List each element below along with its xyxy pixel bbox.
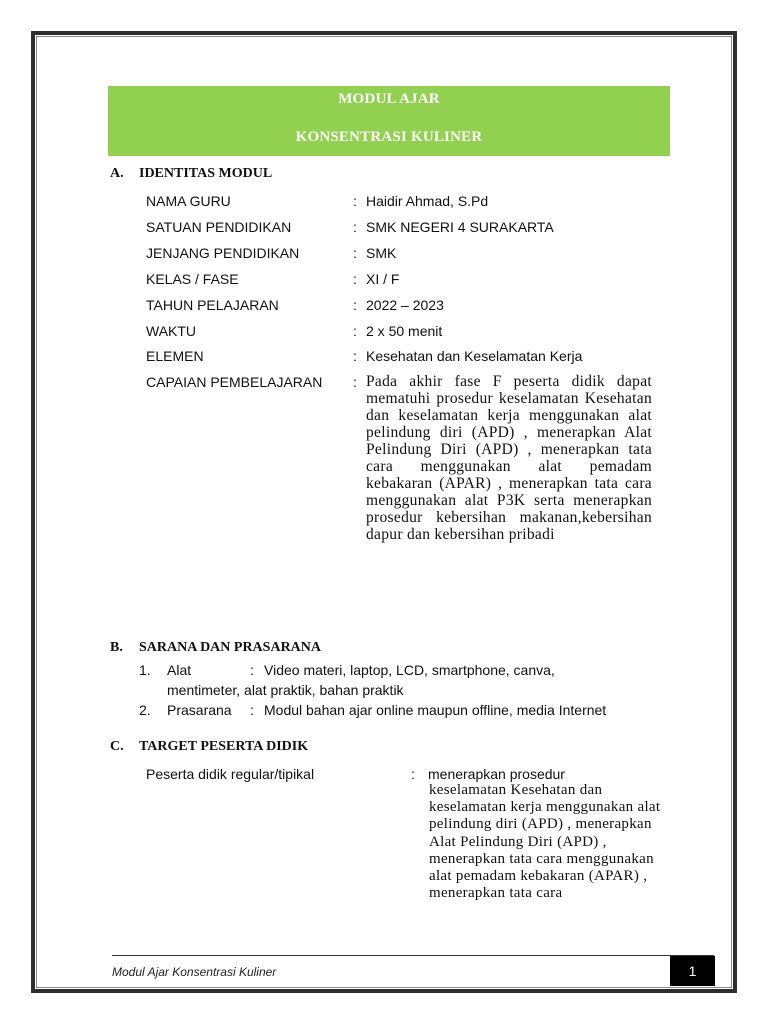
section-c-letter: C. xyxy=(110,739,124,754)
footer-rule xyxy=(112,955,714,956)
list-number: 1. xyxy=(139,662,151,678)
value-jenjang-pendidikan: SMK xyxy=(366,245,397,261)
colon: : xyxy=(353,219,357,235)
colon: : xyxy=(250,662,254,678)
label-tahun-pelajaran: TAHUN PELAJARAN xyxy=(146,297,279,313)
title-banner xyxy=(108,86,670,156)
page-number: 1 xyxy=(670,956,715,986)
colon: : xyxy=(353,245,357,261)
value-nama-guru: Haidir Ahmad, S.Pd xyxy=(366,193,489,209)
value-prasarana: Modul bahan ajar online maupun offline, media Internet xyxy=(264,702,607,718)
section-a-heading: IDENTITAS MODUL xyxy=(139,166,273,181)
label-elemen: ELEMEN xyxy=(146,348,204,364)
section-b-letter: B. xyxy=(110,640,123,655)
title-line-2: KONSENTRASI KULINER xyxy=(295,129,483,145)
label-peserta-didik: Peserta didik regular/tipikal xyxy=(146,766,315,782)
colon: : xyxy=(353,297,357,313)
target-lead: menerapkan prosedur xyxy=(428,766,565,782)
value-satuan-pendidikan: SMK NEGERI 4 SURAKARTA xyxy=(366,219,554,235)
list-number: 2. xyxy=(139,702,151,718)
section-b-heading: SARANA DAN PRASARANA xyxy=(139,640,322,655)
label-capaian-pembelajaran: CAPAIAN PEMBELAJARAN xyxy=(146,374,323,390)
target-description: keselamatan Kesehatan dan keselamatan kerja menggunakan alat pelindung diri (APD) , menerapkan Alat Pelindung Diri (APD) , menerapkan tata cara menggunakan alat pemadam kebakaran (APAR) , menerapkan tata cara xyxy=(429,782,661,902)
colon: : xyxy=(353,271,357,287)
label-jenjang-pendidikan: JENJANG PENDIDIKAN xyxy=(146,245,300,261)
label-waktu: WAKTU xyxy=(146,323,197,339)
value-waktu: 2 x 50 menit xyxy=(366,323,443,339)
colon: : xyxy=(353,323,357,339)
colon: : xyxy=(353,374,357,390)
colon: : xyxy=(250,702,254,718)
value-capaian-pembelajaran: Pada akhir fase F peserta didik dapat mematuhi prosedur keselamatan Kesehatan dan keselamatan kerja menggunakan alat pelindung diri (APD) , menerapkan Alat Pelindung Diri (APD) , menerapkan tata cara menggunakan alat pemadam kebakaran (APAR) , menerapkan tata cara menggunakan alat P3K serta menerapkan prosedur kebersihan makanan,kebersihan dapur dan kebersihan pribadi xyxy=(366,373,652,543)
label-kelas-fase: KELAS / FASE xyxy=(146,271,239,287)
value-alat: Video materi, laptop, LCD, smartphone, canva, xyxy=(264,662,555,678)
value-kelas-fase: XI / F xyxy=(366,271,400,287)
section-c-heading: TARGET PESERTA DIDIK xyxy=(139,739,309,754)
title-line-1: MODUL AJAR xyxy=(338,91,440,107)
colon: : xyxy=(353,348,357,364)
footer-text: Modul Ajar Konsentrasi Kuliner xyxy=(112,965,277,979)
value-alat-cont: mentimeter, alat praktik, bahan praktik xyxy=(167,682,404,698)
label-satuan-pendidikan: SATUAN PENDIDIKAN xyxy=(146,219,292,235)
section-a-letter: A. xyxy=(110,166,124,181)
colon: : xyxy=(411,766,415,782)
colon: : xyxy=(353,193,357,209)
value-elemen: Kesehatan dan Keselamatan Kerja xyxy=(366,348,583,364)
value-tahun-pelajaran: 2022 – 2023 xyxy=(366,297,444,313)
label-nama-guru: NAMA GURU xyxy=(146,193,231,209)
label-alat: Alat xyxy=(167,662,192,678)
label-prasarana: Prasarana xyxy=(167,702,232,718)
